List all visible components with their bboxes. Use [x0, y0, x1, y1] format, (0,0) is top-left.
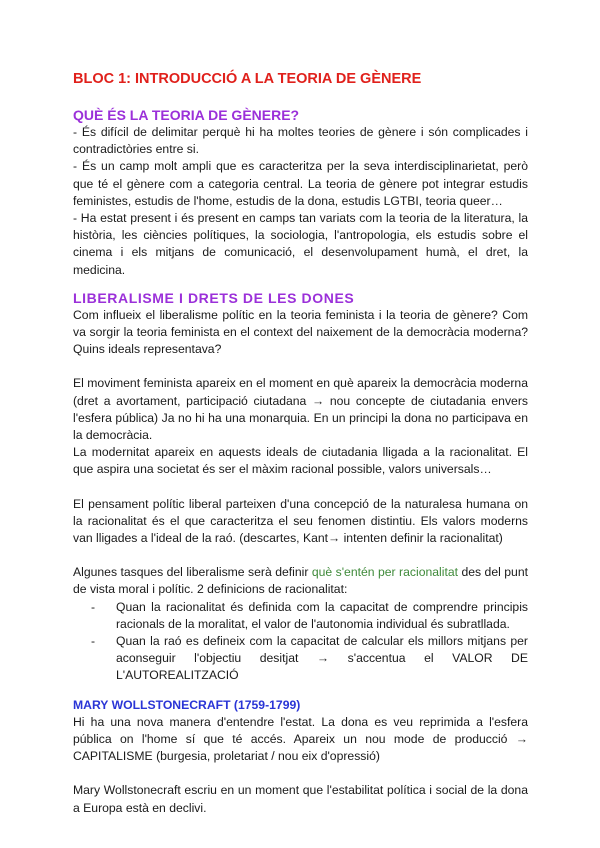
paragraph: La modernitat apareix en aquests ideals de ciutadania lligada a la racionalitat. El que aspira una societat és ser el màxim racional possible, valors universals…	[73, 445, 528, 477]
paragraph: Hi ha una nova manera d'entendre l'estat. La dona es veu reprimida a l'esfera pública on l'home sí que té accés. Apareix un nou mode de producció → CAPITALISME (burgesia, proletariat / nou eix d'opressió)	[73, 714, 528, 764]
list-item-text: Quan la raó es defineix com la capacitat de calcular els millors mitjans per aconseguir l'objectiu desitjat → s'accentua el VALOR DE L'AUTOREALITZACIÓ	[116, 634, 528, 683]
section-title-theory: QUÈ ÉS LA TEORIA DE GÈNERE?	[73, 107, 300, 123]
paragraph: El moviment feminista apareix en el moment en què apareix la democràcia moderna (dret a avortament, participació ciutadana → nou concepte de ciutadania envers l'esfera pública) Ja no hi ha una monarquia. En un principi la dona no participava en la democràcia.	[73, 376, 528, 443]
dash-bullet: -	[91, 599, 96, 614]
spacer	[73, 358, 528, 375]
section-title-liberalism: LIBERALISME I DRETS DE LES DONES	[73, 289, 355, 306]
spacer	[73, 685, 528, 697]
paragraph: - És un camp molt ampli que es caracteritza per la seva interdisciplinarietat, però que té el gènere com a categoria central. La teoria de gènere pot integrar estudis feministes, estudis de l'home, estudis de la dona, estudis LGTBI, teoria queer…	[73, 159, 528, 208]
text-run: des del punt de vista moral i polític. 2 definicions de racionalitat:	[73, 565, 528, 597]
paragraph-question: Com influeix el liberalisme polític en la teoria feminista i la teoria de gènere? Com va sorgir la teoria feminista en el context del naixement de la democràcia moderna? Quins ideals representava?	[73, 307, 528, 357]
list-item	[91, 599, 528, 633]
paragraph: - És difícil de delimitar perquè hi ha moltes teories de gènere i són complicades i contradictòries entre si.	[73, 125, 528, 157]
spacer	[73, 479, 528, 496]
section-title-wollstonecraft: MARY WOLLSTONECRAFT (1759-1799)	[73, 697, 301, 712]
definitions-list	[73, 599, 528, 685]
document-page	[73, 70, 528, 817]
spacer	[73, 547, 528, 564]
list-item	[91, 633, 528, 685]
paragraph: Mary Wollstonecraft escriu en un moment que l'estabilitat política i social de la dona a Europa està en declivi.	[73, 783, 528, 815]
bloc-title: BLOC 1: INTRODUCCIÓ A LA TEORIA DE GÈNERE	[73, 71, 422, 87]
text-run: Algunes tasques del liberalisme serà definir	[73, 565, 312, 580]
list-item-text: Quan la racionalitat és definida com la capacitat de comprendre principis racionals de la moralitat, el valor de l'autonomia individual és subratllada.	[116, 599, 528, 631]
spacer	[73, 765, 528, 782]
dash-bullet: -	[91, 634, 96, 649]
paragraph: El pensament polític liberal parteixen d'una concepció de la naturalesa humana on la racionalitat és el que caracteritza el seu fenomen distintiu. Els valors moderns van lligades a l'ideal de la raó. (descartes, Kant→ intenten definir la racionalitat)	[73, 496, 528, 546]
highlighted-text: què s'entén per racionalitat	[311, 565, 458, 580]
paragraph-rationality	[73, 564, 528, 598]
paragraph: - Ha estat present i és present en camps tan variats com la teoria de la literatura, la història, les ciències polítiques, la sociologia, l'antropologia, els estudis sobre el cinema i els mitjans de comunicació, el desenvolupament humà, el dret, la medicina.	[73, 211, 528, 277]
